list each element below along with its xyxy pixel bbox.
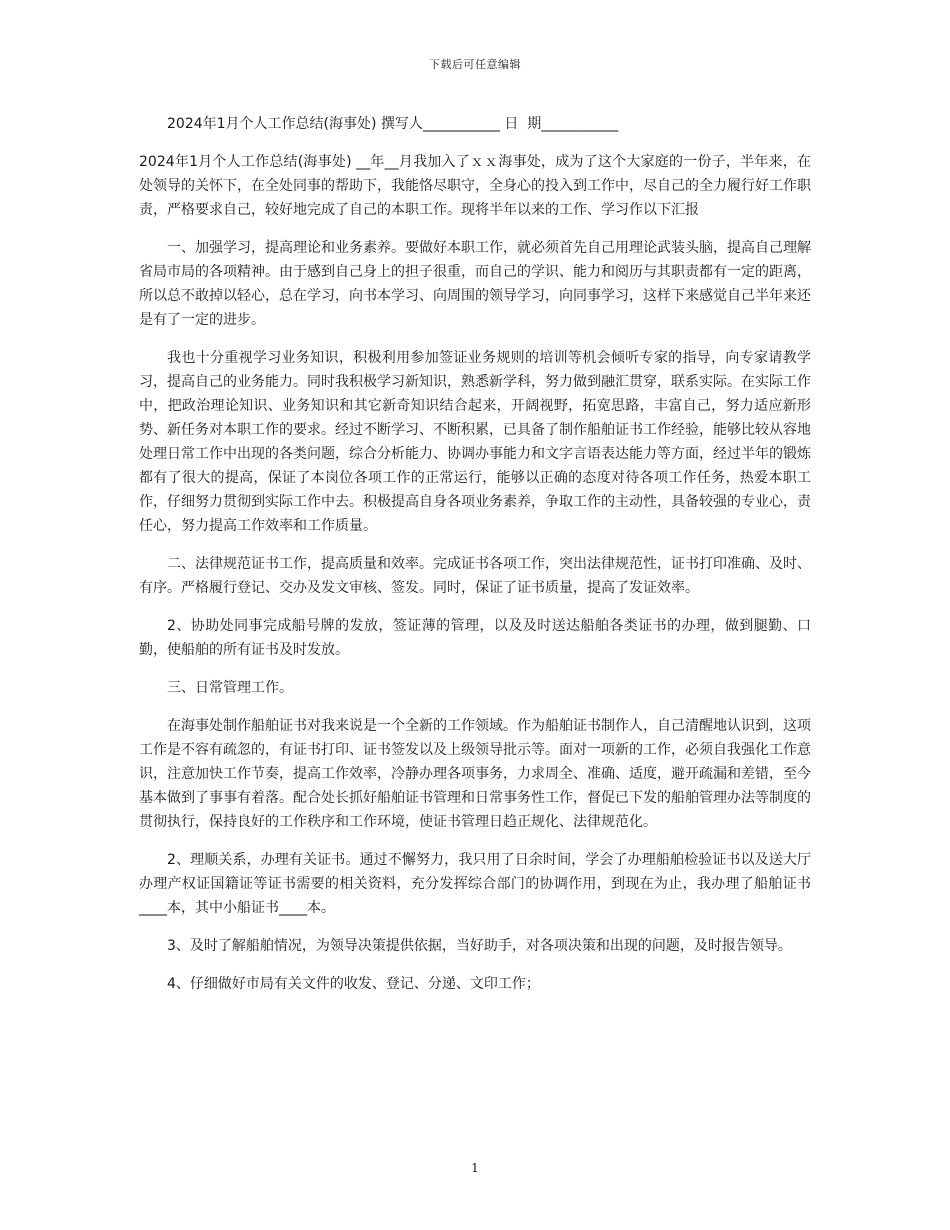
paragraph-section-3-item-4: 4、仔细做好市局有关文件的收发、登记、分递、文印工作； <box>167 976 540 992</box>
document-body <box>139 112 811 1010</box>
paragraph-section-1: 一、加强学习，提高理论和业务素养。要做好本职工作，就必须首先自己用理论武装头脑，提高自己理解省局市局的各项精神。由于感到自己身上的担子很重，而自己的学识、能力和阅历与其职责都有一定的距离，所以总不敢掉以轻心，总在学习，向书本学习、向周围的领导学习，向同事学习，这样下来感觉自己半年来还是有了一定的进步。 <box>139 240 811 328</box>
paragraph-intro: 2024年1月个人工作总结(海事处) __年__月我加入了ｘｘ海事处，成为了这个大家庭的一份子，半年来，在处领导的关怀下，在全处同事的帮助下，我能恪尽职守，全身心的投入到工作中，尽自己的全力履行好工作职责，严格要求自己，较好地完成了自己的本职工作。现将半年以来的工作、学习作以下汇报 <box>139 154 811 218</box>
paragraph-section-3-body: 在海事处制作船舶证书对我来说是一个全新的工作领域。作为船舶证书制作人，自己清醒地认识到，这项工作是不容有疏忽的，有证书打印、证书签发以及上级领导批示等。面对一项新的工作，必须自我强化工作意识，注意加快工作节奏，提高工作效率，冷静办理各项事务，力求周全、准确、适度，避开疏漏和差错，至今基本做到了事事有着落。配合处长抓好船舶证书管理和日常事务性工作，督促已下发的船舶管理办法等制度的贯彻执行，保持良好的工作秩序和工作环境，使证书管理日趋正规化、法律规范化。 <box>139 718 811 830</box>
page-number: 1 <box>471 1161 479 1175</box>
paragraph-business-knowledge: 我也十分重视学习业务知识，积极利用参加签证业务规则的培训等机会倾听专家的指导，向专家请教学习，提高自己的业务能力。同时我积极学习新知识，熟悉新学科，努力做到融汇贯穿，联系实际。在实际工作中，把政治理论知识、业务知识和其它新奇知识结合起来，开阔视野，拓宽思路，丰富自己，努力适应新形势、新任务对本职工作的要求。经过不断学习、不断积累，已具备了制作船舶证书工作经验，能够比较从容地处理日常工作中出现的各类问题，综合分析能力、协调办事能力和文字言语表达能力等方面，经过半年的锻炼都有了很大的提高，保证了本岗位各项工作的正常运行，能够以正确的态度对待各项工作任务，热爱本职工作，仔细努力贯彻到实际工作中去。积极提高自身各项业务素养，争取工作的主动性，具备较强的专业心，责任心，努力提高工作效率和工作质量。 <box>139 350 811 534</box>
page-header-note: 下载后可任意编辑 <box>429 58 521 71</box>
paragraph-section-3-item-2: 2、理顺关系，办理有关证书。通过不懈努力，我只用了日余时间，学会了办理船舶检验证书以及送大厅办理产权证国籍证等证书需要的相关资料，充分发挥综合部门的协调作用，到现在为止，我办理了船舶证书____本，其中小船证书____本。 <box>139 852 811 916</box>
paragraph-section-2: 二、法律规范证书工作，提高质量和效率。完成证书各项工作，突出法律规范性，证书打印准确、及时、有序。严格履行登记、交办及发文审核、签发。同时，保证了证书质量，提高了发证效率。 <box>139 556 811 596</box>
paragraph-section-3-heading: 三、日常管理工作。 <box>167 680 293 696</box>
paragraph-section-3-item-3: 3、及时了解船舶情况，为领导决策提供依据，当好助手，对各项决策和出现的问题，及时报告领导。 <box>167 938 792 954</box>
document-title-line: 2024年1月个人工作总结(海事处) 撰写人___________ 日 期___________ <box>167 116 619 132</box>
paragraph-section-2-item-2: 2、协助处同事完成船号牌的发放，签证薄的管理，以及及时送达船舶各类证书的办理，做到腿勤、口勤，使船舶的所有证书及时发放。 <box>139 618 811 658</box>
